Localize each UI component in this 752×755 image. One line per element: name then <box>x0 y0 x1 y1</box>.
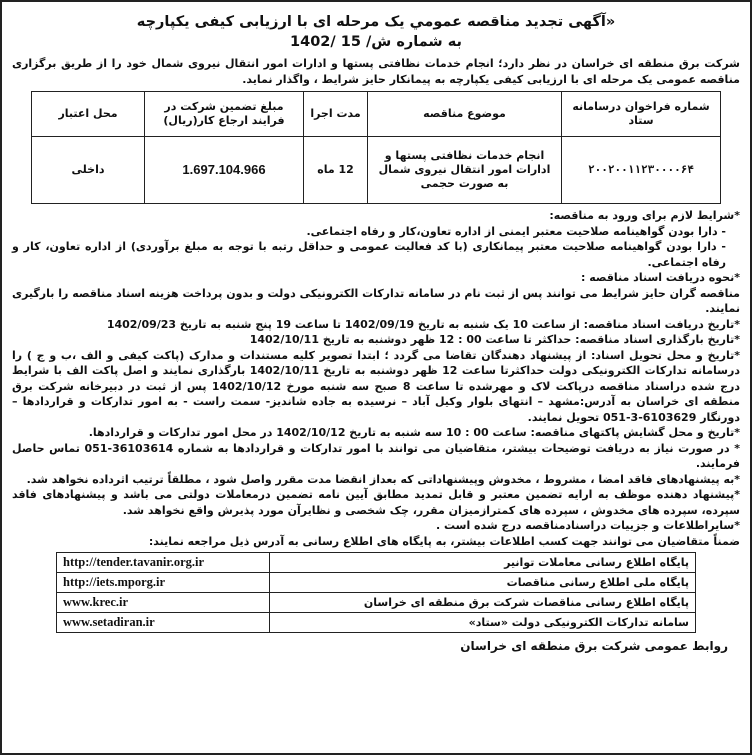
note-guarantee: *پیشنهاد دهنده موظف به ارایه تضمین معتبر و قابل تمدید مطابق آیین نامه تضمین درمعاملات دولتی می باشد و پیشنهادهای فاقد سپرده، سپرده های مخدوش ، سپرده های کمترازمیزان مقرر، چک شخصی و نظایرآن مورد پذیرش واقع نخواهد شد. <box>12 488 740 517</box>
date-delivery: *تاریخ و محل تحویل اسناد: از پیشنهاد دهندگان تقاضا می گردد ؛ ابتدا تصویر کلیه مستندات و مدارک (پاکت کیفی و الف ،ب و ج ) را درسامانه تدارکات الکترونیکی دولت حداکثرتا ساعت 12 ظهر دوشنبه به تاریخ 1402/10/11 بارگذاری نمایند و اصل پاکت الف با شرایط درج شده دراسناد مناقصه درپاکت لاک و مهرشده تا ساعت 8 صبح سه شنبه مورخ 1402/10/12 پس از ثبت در دبیرخانه شرکت برق منطقه ای خراسان به آدرس:مشهد – انتهای بلوار وکیل آباد – نرسیده به جاده شاندیز- سمت راست - به امور تدارکات و قراردادها – دورنگار 6103629-3-051 تحویل نمایند. <box>12 348 741 424</box>
website-url[interactable]: http://iets.mporg.ir <box>57 573 270 593</box>
header-validity: محل اعتبار <box>32 92 145 137</box>
date-receive: *تاریخ دریافت اسناد مناقصه: از ساعت 10 یک شنبه به تاریخ 1402/09/19 تا ساعت 19 پنج شنبه به تاریخ 1402/09/23 <box>106 317 740 331</box>
notice-title <box>12 12 740 52</box>
notice-title-line2: به شماره ش/ 15 /1402 <box>290 34 462 50</box>
website-name: پایگاه اطلاع رسانی مناقصات شرکت برق منطقه ای خراسان <box>270 593 696 613</box>
table-row <box>57 553 696 573</box>
cell-subject: انجام خدمات نظافتی پستها و ادارات امور انتقال نیروی شمال به صورت حجمی <box>368 137 562 204</box>
table-row <box>57 613 696 633</box>
website-name: پایگاه ملی اطلاع رسانی مناقصات <box>270 573 696 593</box>
cell-validity: داخلی <box>32 137 145 204</box>
website-url[interactable]: http://tender.tavanir.org.ir <box>57 553 270 573</box>
cell-duration: 12 ماه <box>304 137 368 204</box>
docs-text: مناقصه گران حایز شرایط می توانند پس از ثبت نام در سامانه تدارکات الکترونیکی دولت و بدون پرداخت هزینه اسناد مناقصه را بارگیری نمایند. <box>12 286 740 315</box>
cell-guarantee: 1.697.104.966 <box>145 137 304 204</box>
note-contact: * در صورت نیاز به دریافت توضیحات بیشتر، متقاضیان می توانند با امور تدارکات و قراردادها به شماره 36103614-051 تماس حاصل فرمایند. <box>12 441 740 470</box>
date-upload: *تاریخ بارگذاری اسناد مناقصه: حداکثر تا ساعت 00 : 12 ظهر دوشنبه به تاریخ 1402/10/11 <box>249 333 740 346</box>
table-row <box>57 593 696 613</box>
note-websites: ضمناً متقاضیان می توانند جهت کسب اطلاعات بیشتر، به پایگاه های اطلاع رسانی به آدرس ذیل مراجعه نمایند: <box>148 534 740 548</box>
table-row <box>57 573 696 593</box>
website-name: پایگاه اطلاع رسانی معاملات توانیر <box>270 553 696 573</box>
note-other: *سایراطلاعات و جزییات دراسنادمناقصه درج شده است . <box>435 519 740 532</box>
intro-paragraph: شرکت برق منطقه ای خراسان در نظر دارد؛ انجام خدمات نظافتی پستها و ادارات امور انتقال نیروی شمال خود را از طریق برگزاری مناقصه عمومی یک مرحله ای با ارزیابی کیفی یکپارچه به پیمانکار حایز شرایط ، واگذار نماید. <box>12 57 740 86</box>
cell-call-number: ۲۰۰۲۰۰۱۱۲۳۰۰۰۰۶۴ <box>562 137 721 204</box>
date-opening: *تاریخ و محل گشایش پاکتهای مناقصه: ساعت 00 : 10 سه شنبه به تاریخ 1402/10/12 در محل امور تدارکات و قراردادها. <box>88 426 740 439</box>
condition-item-2: - دارا بودن گواهینامه صلاحیت معتبر پیمانکاری (با کد فعالیت عمومی و حداقل رتبه با توجه به مبلغ برآوردی) از اداره تعاون، کار و رفاه اجتماعی. <box>12 240 726 269</box>
footer-signature: روابط عمومی شرکت برق منطقه ای خراسان <box>460 639 728 653</box>
notice-title-line1: «آگهی تجدید مناقصه عمومي یک مرحله ای با ارزیابی کیفی یکپارچه <box>136 14 616 30</box>
conditions-title: *شرایط لازم برای ورود به مناقصه: <box>549 209 740 222</box>
websites-table <box>56 552 696 633</box>
condition-item-1: - دارا بودن گواهینامه صلاحیت معتبر ایمنی از اداره تعاون،کار و رفاه اجتماعی. <box>306 224 726 238</box>
website-url[interactable]: www.setadiran.ir <box>57 613 270 633</box>
website-url[interactable]: www.krec.ir <box>57 593 270 613</box>
note-unsigned: *به پیشنهادهای فاقد امضا ، مشروط ، مخدوش وپیشنهاداتی که بعداز انقضا مدت مقرر واصل شود ، مطلقاً ترتیب اثرداده نخواهد شد. <box>26 472 740 486</box>
website-name: سامانه تدارکات الکترونیکی دولت «ستاد» <box>270 613 696 633</box>
docs-title: *نحوه دریافت اسناد مناقصه : <box>580 271 740 284</box>
table-row <box>32 137 721 204</box>
header-duration: مدت اجرا <box>304 92 368 137</box>
tender-table <box>31 91 721 204</box>
header-guarantee: مبلغ تضمین شرکت در فرایند ارجاع کار(ریال) <box>145 92 304 137</box>
header-call-number: شماره فراخوان درسامانه ستاد <box>562 92 721 137</box>
header-subject: موضوع مناقصه <box>368 92 562 137</box>
table-header-row <box>32 92 721 137</box>
